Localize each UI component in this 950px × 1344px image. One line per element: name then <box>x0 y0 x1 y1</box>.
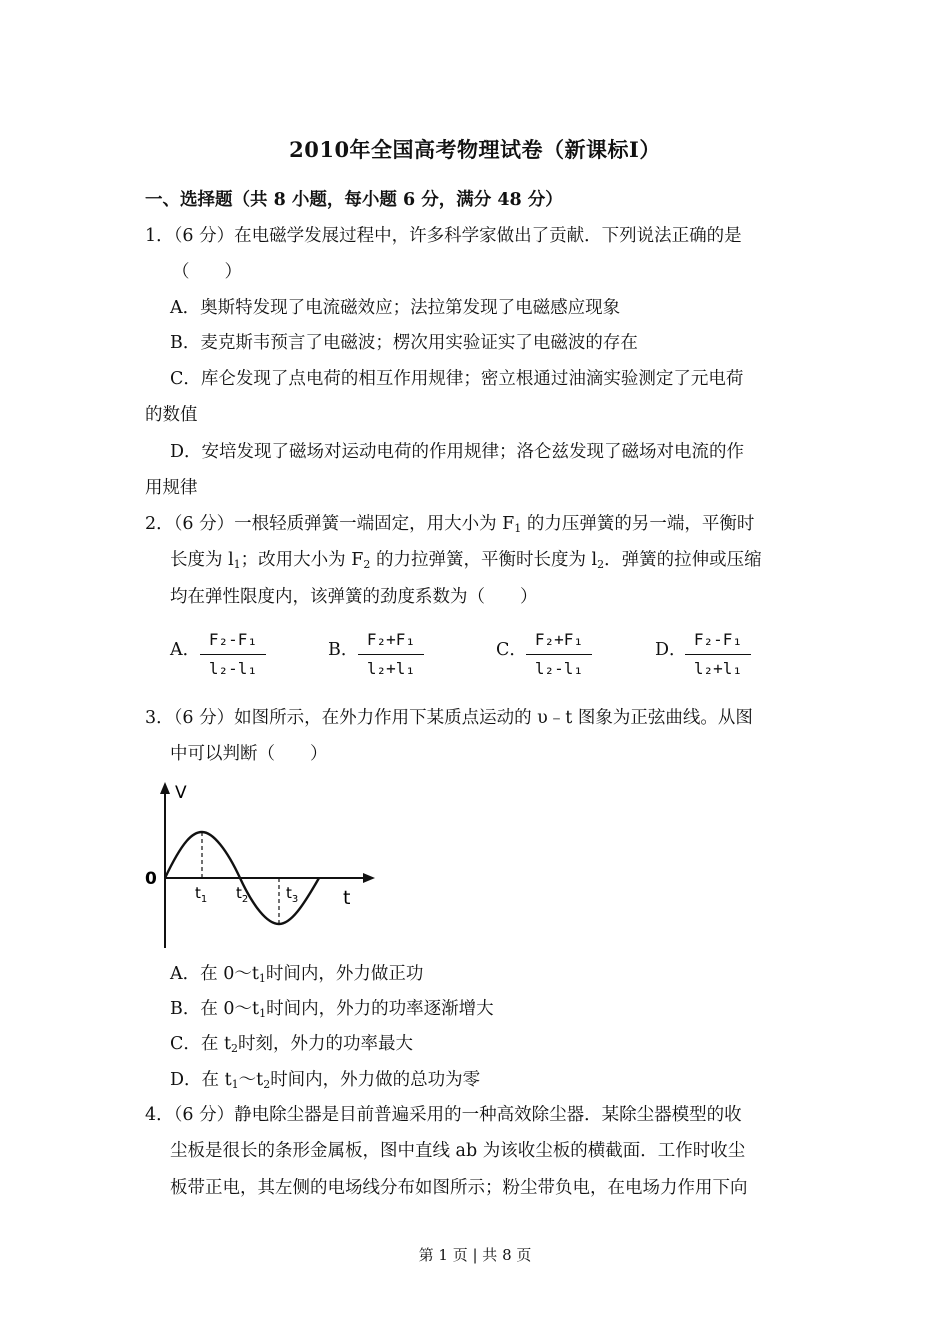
q3-stem-line2: 中可以判断（ ） <box>170 744 328 764</box>
q4-stem-line2: 尘板是很长的条形金属板，图中直线 ab 为该收尘板的横截面．工作时收尘 <box>170 1141 746 1161</box>
fraction: F₂-F₁ l₂+l₁ <box>685 628 751 681</box>
fraction: F₂+F₁ l₂-l₁ <box>526 628 592 681</box>
q1-option-d-cont: 用规律 <box>145 478 198 498</box>
q3-stem-line1: 3．（6 分）如图所示，在外力作用下某质点运动的 υ﹣t 图象为正弦曲线。从图 <box>145 708 753 728</box>
x-axis-arrow <box>363 873 375 883</box>
q1-option-c: C．库仑发现了点电荷的相互作用规律；密立根通过油滴实验测定了元电荷 <box>170 369 744 389</box>
y-axis-arrow <box>160 782 170 794</box>
fraction: F₂+F₁ l₂+l₁ <box>358 628 424 681</box>
q1-option-c-cont: 的数值 <box>145 405 198 425</box>
t1-label: $t_1$ <box>195 884 208 905</box>
q2-stem-line3: 均在弹性限度内，该弹簧的劲度系数为（ ） <box>170 587 538 607</box>
section-heading: 一、选择题（共 8 小题，每小题 6 分，满分 48 分） <box>145 190 563 210</box>
q3-option-c: C．在 $t_2$时刻，外力的功率最大 <box>170 1034 413 1055</box>
origin-label: 0 <box>145 869 157 889</box>
exam-page: 2010年全国高考物理试卷（新课标Ⅰ） 一、选择题（共 8 小题，每小题 6 分，满分 48 分） 1．（6 分）在电磁学发展过程中，许多科学家做出了贡献．下列说法正确的是 （ ） A．奥斯特发现了电流磁效应；法拉第发现了电磁感应现象 B．麦克斯韦预言了电磁波；楞次用实验证实了电磁波的存在 C．库仑发现了点电荷的相互作用规律；密立根通过油滴实验测定了元电荷 的数值 D．安培发现了磁场对运动电荷的作用规律；洛仑兹发现了磁场对电流的作 用规律 2．（6 分）一根轻质弹簧一端固定，用大小为 $F_1$ 的力压弹簧的另一端，平衡时 长度为 $l_1$；改用大小为 $F_2$ 的力拉弹簧，平衡时长度为 $l_2$．弹簧的拉伸或压缩 均在弹性限度内，该弹簧的劲度系数为（ ） A． F₂-F₁ l₂-l₁ B． F₂+F₁ l₂+l₁ C． F₂+F₁ l₂-l₁ D． F₂-F₁ l₂+l₁ 3．（6 分）如图所示，在外力作用下某质点运动的 υ﹣t 图象为正弦曲线。从图 中可以判断（ ） V 0 t $t_1$ $t_2$ $t_3$ A．在 $0\sim t_1$时间内，外力做正功 B．在 $0\sim t_1$时间内，外力的功率逐渐增大 C．在 $t_2$时刻，外力的功率最大 D．在 $t_1\sim t_2$时间内，外力做的总功为零 4．（6 分）静电除尘器是目前普遍采用的一种高效除尘器．某除尘器模型的收 尘板是很长的条形金属板，图中直线 ab 为该收尘板的横截面．工作时收尘 板带正电，其左侧的电场线分布如图所示；粉尘带负电，在电场力作用下向 第 1 页 | 共 8 页 <box>0 0 950 1344</box>
q1-option-a: A．奥斯特发现了电流磁效应；法拉第发现了电磁感应现象 <box>170 298 621 318</box>
q3-option-b: B．在 $0\sim t_1$时间内，外力的功率逐渐增大 <box>170 999 494 1020</box>
q1-blank: （ ） <box>172 262 242 282</box>
axis-label-v: V <box>175 783 187 803</box>
q1-option-d: D．安培发现了磁场对运动电荷的作用规律；洛仑兹发现了磁场对电流的作 <box>170 442 745 462</box>
fraction: F₂-F₁ l₂-l₁ <box>200 628 266 681</box>
q3-option-d: D．在 $t_1\sim t_2$时间内，外力做的总功为零 <box>170 1070 481 1091</box>
page-footer: 第 1 页 | 共 8 页 <box>418 1246 532 1264</box>
t3-label: $t_3$ <box>286 884 299 905</box>
q3-option-a: A．在 $0\sim t_1$时间内，外力做正功 <box>170 964 424 985</box>
q2-stem-line2: 长度为 $l_1$；改用大小为 $F_2$ 的力拉弹簧，平衡时长度为 $l_2$．弹簧的拉伸或压缩 <box>170 550 762 571</box>
q1-option-b: B．麦克斯韦预言了电磁波；楞次用实验证实了电磁波的存在 <box>170 333 638 353</box>
q1-stem: 1．（6 分）在电磁学发展过程中，许多科学家做出了贡献．下列说法正确的是 <box>145 226 742 246</box>
axis-label-t: t <box>343 887 351 909</box>
q2-stem-line1: 2．（6 分）一根轻质弹簧一端固定，用大小为 $F_1$ 的力压弹簧的另一端，平衡时 <box>145 514 755 535</box>
page-title: 2010年全国高考物理试卷（新课标Ⅰ） <box>289 137 661 162</box>
q4-stem-line3: 板带正电，其左侧的电场线分布如图所示；粉尘带负电，在电场力作用下向 <box>170 1178 748 1198</box>
vt-graph <box>143 780 383 952</box>
q4-stem-line1: 4．（6 分）静电除尘器是目前普遍采用的一种高效除尘器．某除尘器模型的收 <box>145 1105 742 1125</box>
t2-label: $t_2$ <box>236 884 249 905</box>
